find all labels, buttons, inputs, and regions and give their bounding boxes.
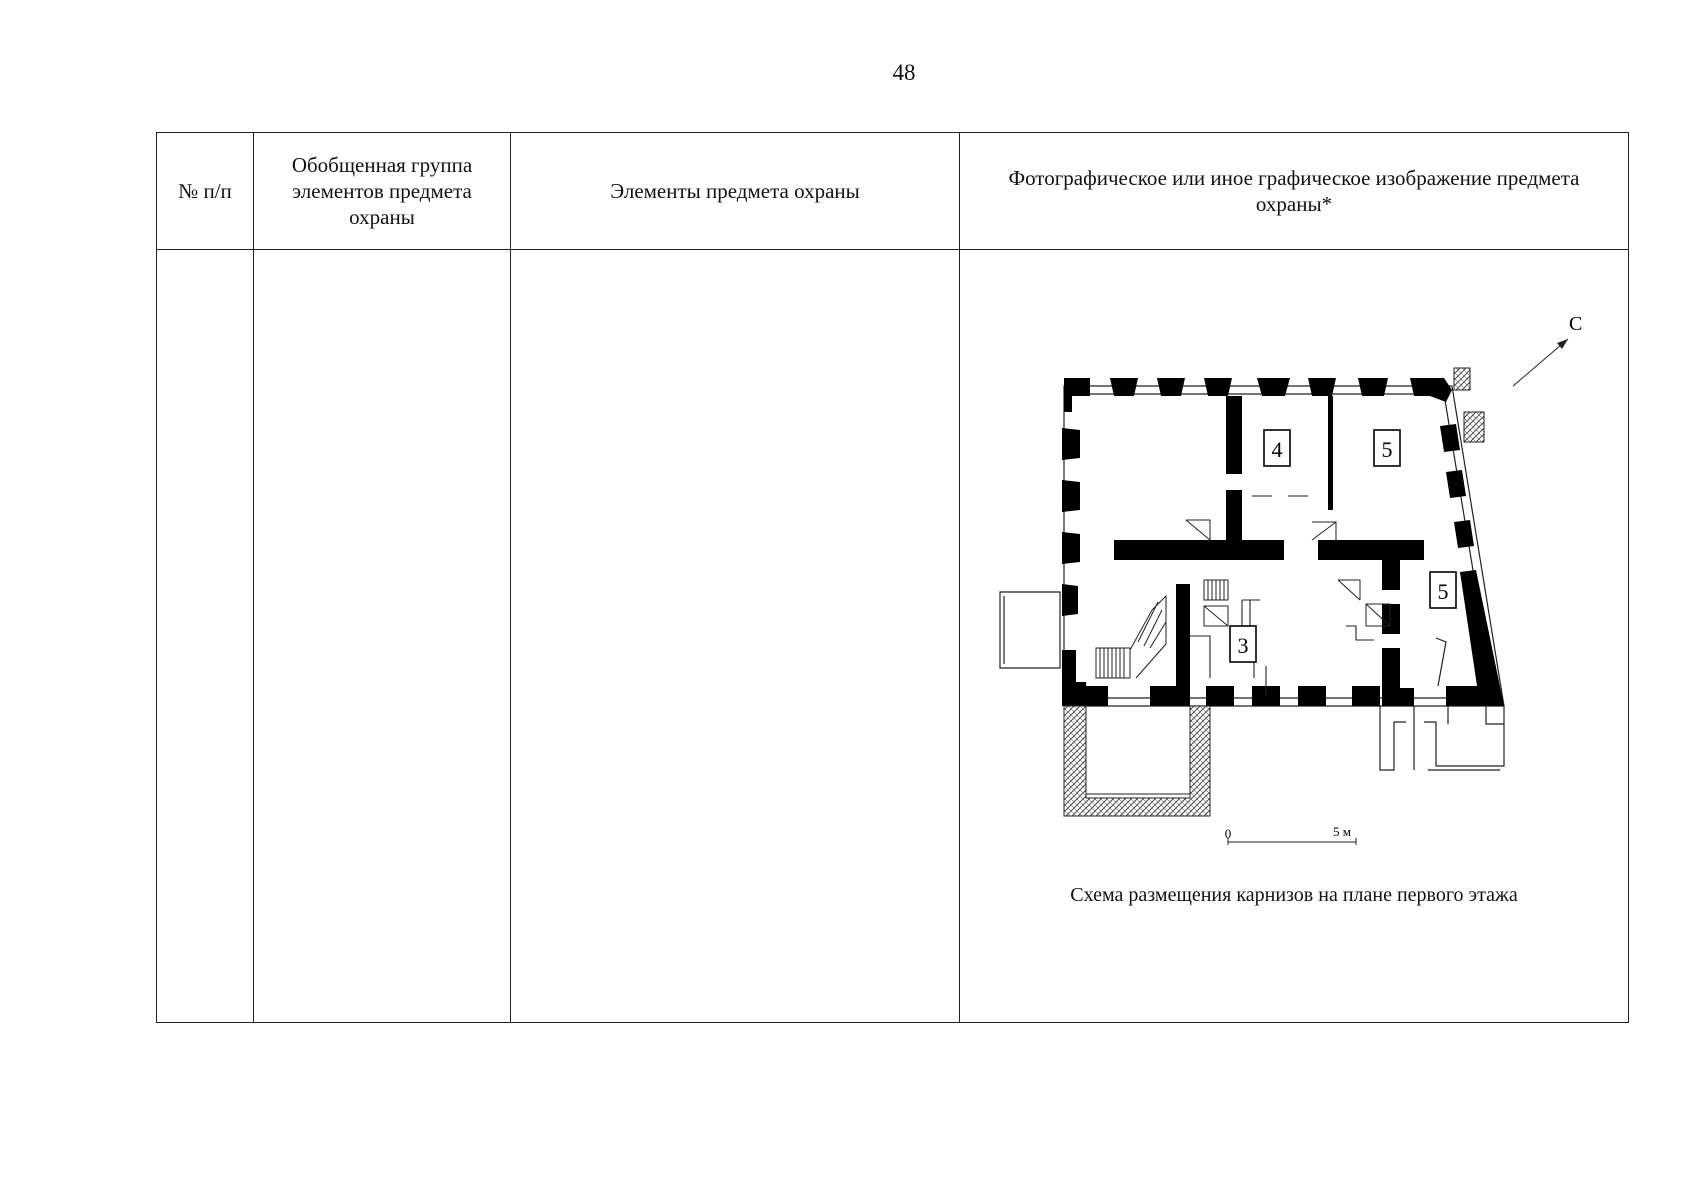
header-row xyxy=(157,133,1629,250)
svg-text:3: 3 xyxy=(1237,633,1249,658)
scale-end-label: 5 м xyxy=(1333,824,1351,839)
svg-text:5: 5 xyxy=(1437,579,1449,604)
scale-start-label: 0 xyxy=(1224,826,1232,841)
cell-group xyxy=(254,250,511,1023)
protection-table xyxy=(156,132,1629,1023)
room-label-4 xyxy=(1264,430,1290,466)
room-label-3 xyxy=(1230,626,1256,662)
inner-partitions xyxy=(1190,496,1374,696)
svg-text:5: 5 xyxy=(1381,437,1393,462)
cell-image xyxy=(960,250,1629,1023)
north-arrow xyxy=(1513,313,1582,386)
room-label-5-lower xyxy=(1430,572,1456,608)
header-elements: Элементы предмета охраны xyxy=(511,133,960,250)
scale-bar xyxy=(1225,824,1356,845)
cell-elements xyxy=(511,250,960,1023)
header-number: № п/п xyxy=(157,133,254,250)
wall-piers xyxy=(1062,378,1504,706)
table-row xyxy=(157,250,1629,1023)
header-image: Фотографическое или иное графическое изображение предмета охраны* xyxy=(960,133,1629,250)
page-number: 48 xyxy=(892,60,916,85)
cell-number xyxy=(157,250,254,1023)
figure-caption: Схема размещения карнизов на плане первого этажа xyxy=(1070,884,1518,906)
header-group: Обобщенная группа элементов предмета охраны xyxy=(254,133,511,250)
north-label: С xyxy=(1569,313,1583,335)
svg-text:4: 4 xyxy=(1271,437,1283,462)
room-label-5-upper xyxy=(1374,430,1400,466)
